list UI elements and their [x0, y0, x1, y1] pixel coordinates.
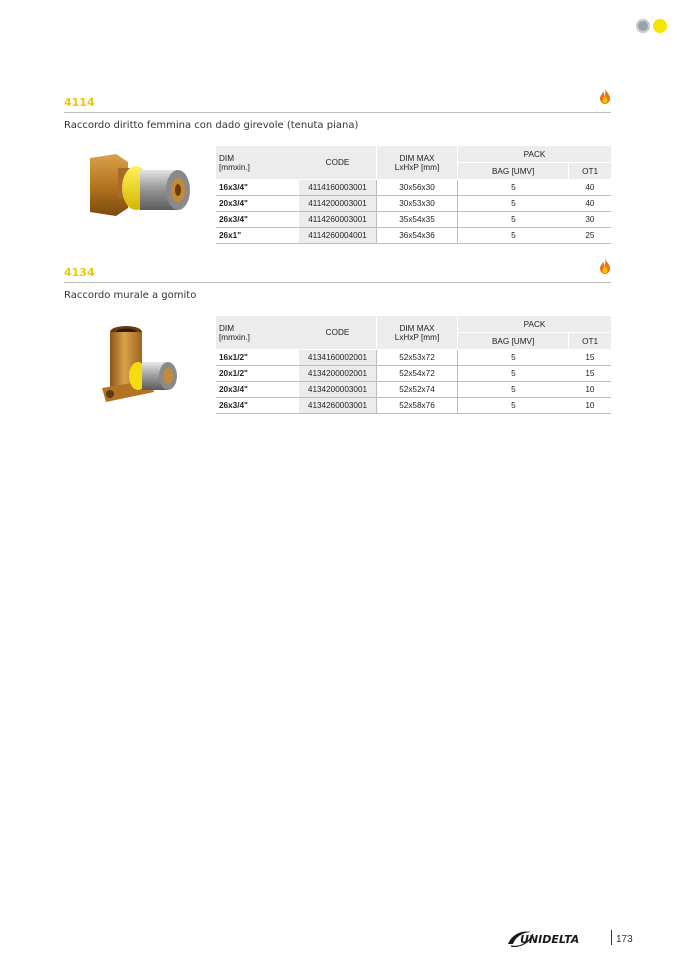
col-code-header: CODE	[299, 146, 377, 180]
cell-code: 4134160002001	[299, 350, 377, 366]
cell-dim: 16x1/2"	[216, 350, 299, 366]
product-table-4114	[216, 146, 611, 244]
product-table-4134	[216, 316, 611, 414]
cell-bag: 5	[458, 180, 569, 196]
col-code-header: CODE	[299, 316, 377, 350]
header-color-dots	[636, 19, 667, 33]
page-number: 173	[616, 934, 633, 945]
col-ot1-header: OT1	[569, 163, 611, 180]
table-row	[216, 350, 611, 366]
cell-dimmax: 35x54x35	[377, 212, 458, 228]
cell-dimmax: 30x56x30	[377, 180, 458, 196]
table-row	[216, 196, 611, 212]
brand-text: UNIDELTA	[520, 933, 580, 946]
grey-dot-icon	[636, 19, 650, 33]
cell-bag: 5	[458, 398, 569, 414]
col-pack-header: PACK	[458, 146, 612, 163]
col-ot1-header: OT1	[569, 333, 611, 350]
col-pack-header: PACK	[458, 316, 612, 333]
cell-code: 4114160003001	[299, 180, 377, 196]
cell-dimmax: 52x52x74	[377, 382, 458, 398]
cell-code: 4114260003001	[299, 212, 377, 228]
cell-dim: 26x3/4"	[216, 398, 299, 414]
cell-code: 4134200003001	[299, 382, 377, 398]
cell-code: 4114260004001	[299, 228, 377, 244]
cell-bag: 5	[458, 350, 569, 366]
product-section-4134	[64, 266, 611, 410]
flame-icon	[599, 258, 611, 274]
cell-code: 4134200002001	[299, 366, 377, 382]
section-header	[64, 266, 611, 283]
product-code-title: 4114	[64, 96, 95, 109]
yellow-dot-icon	[653, 19, 667, 33]
cell-ot1: 15	[569, 350, 611, 366]
table-row	[216, 382, 611, 398]
col-dimmax-header: DIM MAX LxHxP [mm]	[377, 146, 458, 180]
cell-dim: 26x3/4"	[216, 212, 299, 228]
cell-bag: 5	[458, 196, 569, 212]
table-row	[216, 228, 611, 244]
cell-bag: 5	[458, 228, 569, 244]
footer-separator	[611, 930, 612, 945]
section-header	[64, 96, 611, 113]
cell-dimmax: 52x54x72	[377, 366, 458, 382]
flame-icon	[599, 88, 611, 104]
cell-dimmax: 52x53x72	[377, 350, 458, 366]
cell-dim: 16x3/4"	[216, 180, 299, 196]
wall-elbow-fitting-image	[102, 322, 182, 418]
cell-ot1: 15	[569, 366, 611, 382]
cell-bag: 5	[458, 382, 569, 398]
col-bag-header: BAG [UMV]	[458, 163, 569, 180]
product-description: Raccordo diritto femmina con dado girevole (tenuta piana)	[64, 120, 359, 131]
col-bag-header: BAG [UMV]	[458, 333, 569, 350]
cell-bag: 5	[458, 212, 569, 228]
unidelta-logo	[506, 928, 606, 950]
cell-dimmax: 30x53x30	[377, 196, 458, 212]
table-row	[216, 398, 611, 414]
table-row	[216, 180, 611, 196]
product-code-title: 4134	[64, 266, 95, 279]
cell-code: 4134260003001	[299, 398, 377, 414]
cell-ot1: 10	[569, 398, 611, 414]
table-row	[216, 366, 611, 382]
cell-dim: 20x3/4"	[216, 382, 299, 398]
cell-ot1: 40	[569, 180, 611, 196]
cell-bag: 5	[458, 366, 569, 382]
cell-ot1: 25	[569, 228, 611, 244]
straight-female-fitting-image	[82, 148, 202, 232]
col-dim-header: DIM [mmxin.]	[216, 146, 299, 180]
cell-ot1: 10	[569, 382, 611, 398]
product-section-4114	[64, 96, 611, 240]
col-dimmax-header: DIM MAX LxHxP [mm]	[377, 316, 458, 350]
cell-dim: 20x3/4"	[216, 196, 299, 212]
cell-dim: 20x1/2"	[216, 366, 299, 382]
table-row	[216, 212, 611, 228]
cell-ot1: 40	[569, 196, 611, 212]
col-dim-header: DIM [mmxin.]	[216, 316, 299, 350]
cell-dimmax: 52x58x76	[377, 398, 458, 414]
product-description: Raccordo murale a gomito	[64, 290, 197, 301]
cell-ot1: 30	[569, 212, 611, 228]
cell-dim: 26x1"	[216, 228, 299, 244]
cell-code: 4114200003001	[299, 196, 377, 212]
cell-dimmax: 36x54x36	[377, 228, 458, 244]
